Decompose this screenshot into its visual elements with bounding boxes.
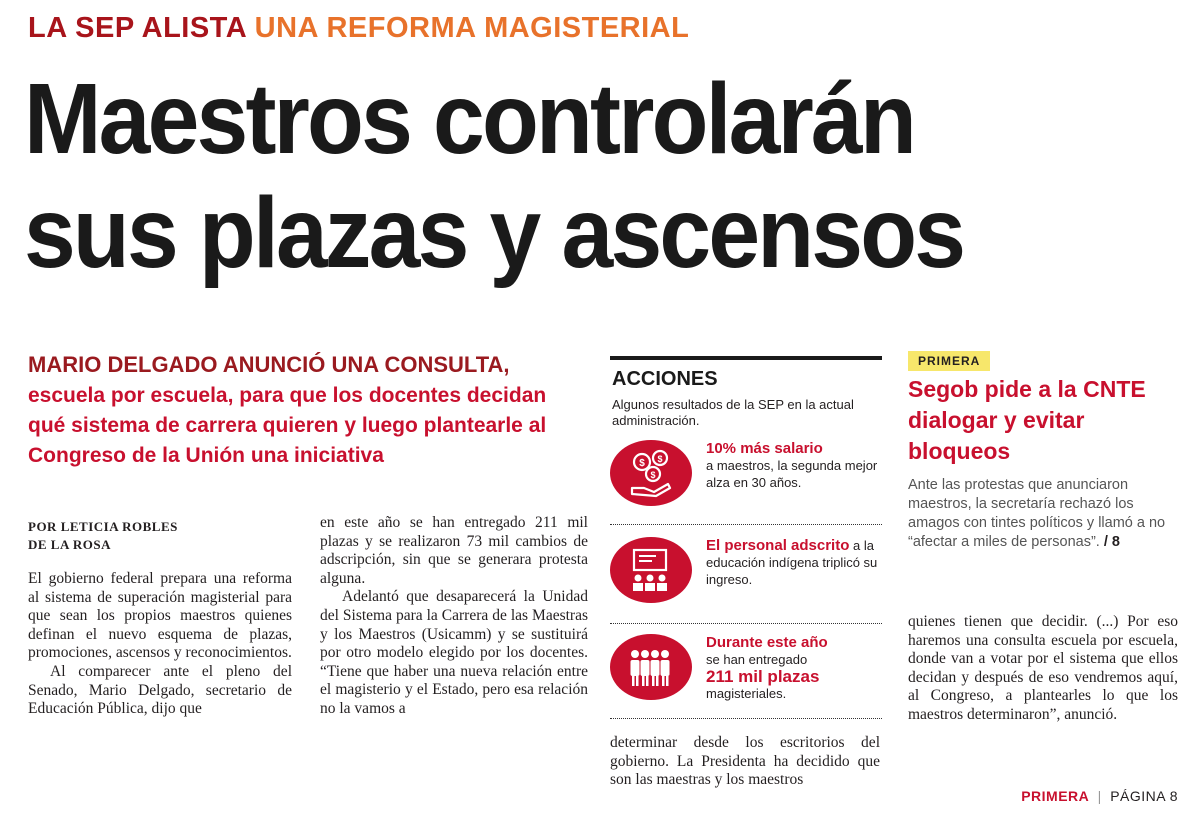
paragraph: determinar desde los escritorios del gobierno. La Presidenta ha decidido que son las maestras y los maestros: [610, 734, 880, 789]
kicker-part-2: UNA REFORMA MAGISTERIAL: [254, 12, 690, 44]
acciones-item-2-text: a la educación indígena triplicó su ingreso.: [706, 538, 878, 587]
kicker-part-1: LA SEP ALISTA: [28, 12, 247, 44]
divider: [610, 623, 882, 624]
paragraph: en este año se han entregado 211 mil plazas y se realizaron 73 mil cambios de adscripción, sin que se generara protesta alguna.: [320, 514, 588, 587]
acciones-item-3-mid: se han entregado: [706, 652, 808, 667]
headline-line-2: sus plazas y ascensos: [24, 177, 964, 289]
byline-line-2: DE LA ROSA: [28, 537, 112, 552]
acciones-item-staff: [610, 537, 882, 629]
kicker: [28, 12, 689, 48]
footer-separator: |: [1097, 788, 1102, 804]
body-column-4: [908, 613, 1178, 725]
byline: [28, 518, 288, 554]
byline-line-1: POR LETICIA ROBLES: [28, 519, 178, 534]
svg-text:$: $: [657, 454, 663, 464]
acciones-item-salary: [610, 440, 882, 532]
paragraph: quienes tienen que decidir. (...) Por eso haremos una consulta escuela por escuela, donde van a votar por el sistema que ellos decidan y después de eso vendremos aquí, al Congreso, a plantearles lo que los maestros determinaron”, anunció.: [908, 613, 1178, 723]
acciones-item-3-text: magisteriales.: [706, 686, 787, 701]
sidebar-title[interactable]: Segob pide a la CNTE dialogar y evitar bloqueos: [908, 376, 1146, 464]
coins-hand-icon: [610, 440, 692, 506]
sidebar-page-ref: / 8: [1099, 534, 1120, 550]
paragraph: Al comparecer ante el pleno del Senado, Mario Delgado, secretario de Educación Pública, dijo que: [28, 662, 292, 718]
group-people-icon: [610, 634, 692, 700]
deck: [28, 350, 588, 471]
body-column-1: [28, 570, 292, 719]
acciones-item-3-big: 211 mil plazas: [706, 667, 820, 686]
svg-text:$: $: [650, 470, 656, 480]
page-footer: [980, 788, 1178, 804]
paragraph: Adelantó que desaparecerá la Unidad del Sistema para la Carrera de las Maestras y los Maestros (Usicamm) y se sustituirá por otro modelo elegido por los docentes. “Tiene que haber una nueva relación entre el magisterio y el Estado, pero esa relación no la vamos a: [320, 588, 588, 717]
presentation-people-icon: [610, 537, 692, 603]
acciones-subtitle: Algunos resultados de la SEP en la actual administración.: [612, 397, 854, 428]
footer-page: PÁGINA 8: [1110, 788, 1178, 804]
acciones-item-plazas: [610, 634, 882, 726]
acciones-title: ACCIONES: [612, 368, 718, 390]
footer-section: PRIMERA: [1021, 788, 1090, 804]
divider: [610, 718, 882, 719]
deck-lead: MARIO DELGADO ANUNCIÓ UNA CONSULTA,: [28, 352, 510, 377]
acciones-top-rule: [610, 356, 882, 360]
headline: [24, 62, 1103, 290]
section-tag: PRIMERA: [908, 351, 990, 371]
acciones-item-1-highlight: 10% más salario: [706, 440, 823, 457]
svg-text:$: $: [639, 458, 645, 469]
acciones-item-3-highlight: Durante este año: [706, 634, 828, 651]
body-column-3: [610, 734, 880, 790]
headline-line-1: Maestros controlarán: [24, 63, 914, 175]
acciones-item-2-highlight: El personal adscrito: [706, 537, 850, 554]
divider: [610, 524, 882, 525]
deck-rest: escuela por escuela, para que los docentes decidan qué sistema de carrera quieren y luego plantearle al Congreso de la Unión una iniciativa: [28, 384, 547, 467]
sidebar-body: [908, 476, 1178, 552]
paragraph: El gobierno federal prepara una reforma al sistema de superación magisterial para que sean los propios maestros quienes definan el nuevo esquema de plazas, promociones, ascensos y reconocimientos.: [28, 570, 292, 662]
acciones-item-1-text: a maestros, la segunda mejor alza en 30 años.: [706, 458, 878, 490]
body-column-2: [320, 514, 588, 719]
sidebar-body-text: Ante las protestas que anunciaron maestros, la secretaría rechazó los amagos con tintes políticos y llamó a no “afectar a miles de personas”.: [908, 477, 1166, 550]
